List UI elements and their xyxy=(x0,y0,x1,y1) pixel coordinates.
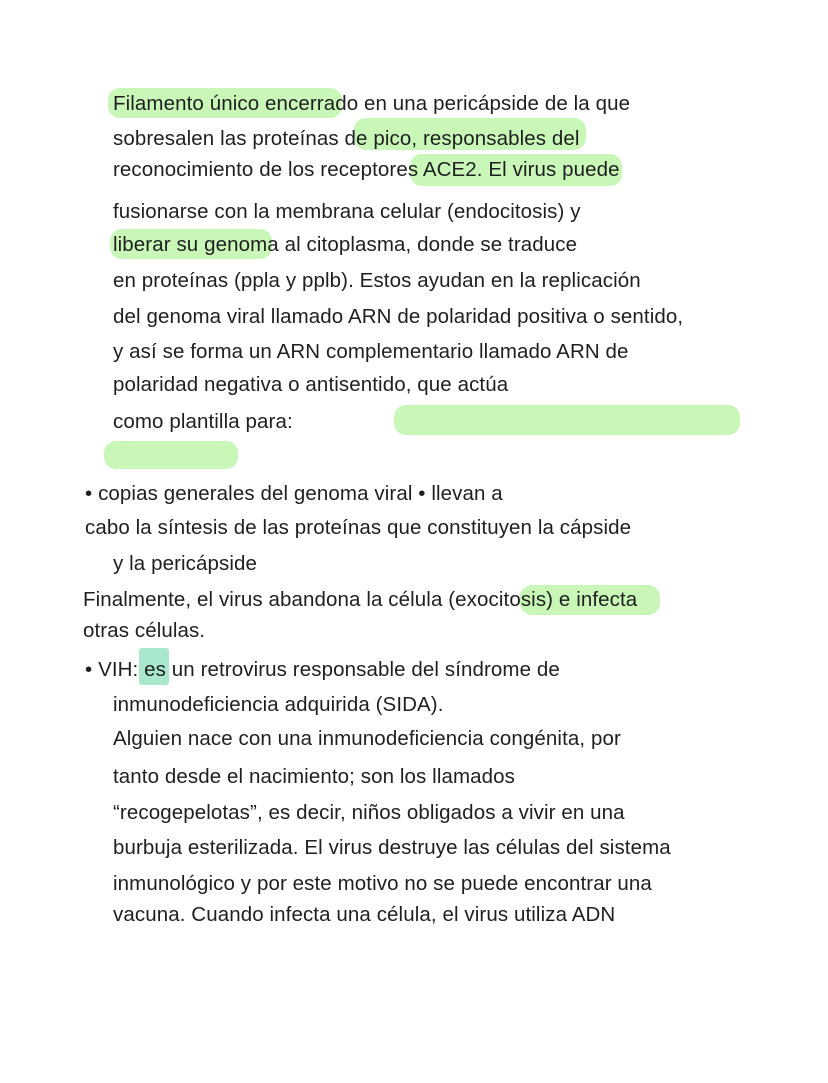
highlight-mark xyxy=(104,441,238,469)
paragraph-line: polaridad negativa o antisentido, que actúa xyxy=(113,373,509,396)
vih-line: Alguien nace con una inmunodeficiencia congénita, por xyxy=(113,727,621,750)
paragraph-line: en proteínas (ppla y pplb). Estos ayudan en la replicación xyxy=(113,269,641,292)
paragraph-line: liberar su genoma al citoplasma, donde se traduce xyxy=(113,233,578,256)
vih-line: tanto desde el nacimiento; son los llamados xyxy=(113,765,516,788)
paragraph-line: sobresalen las proteínas de pico, responsables del xyxy=(113,127,580,150)
paragraph-line: fusionarse con la membrana celular (endocitosis) y xyxy=(113,200,581,223)
bullet-line: cabo la síntesis de las proteínas que constituyen la cápside xyxy=(85,516,632,539)
vih-line: inmunodeficiencia adquirida (SIDA). xyxy=(113,693,444,716)
paragraph-line: como plantilla para: xyxy=(113,410,293,433)
vih-line: burbuja esterilizada. El virus destruye las células del sistema xyxy=(113,836,671,859)
paragraph-line: otras células. xyxy=(83,619,206,642)
vih-line: “recogepelotas”, es decir, niños obligados a vivir en una xyxy=(113,801,625,824)
vih-line: vacuna. Cuando infecta una célula, el virus utiliza ADN xyxy=(113,903,616,926)
paragraph-line: y así se forma un ARN complementario llamado ARN de xyxy=(113,340,629,363)
paragraph-line: reconocimiento de los receptores ACE2. El virus puede xyxy=(113,158,620,181)
bullet-line: y la pericápside xyxy=(113,552,258,575)
vih-line: • VIH: es un retrovirus responsable del síndrome de xyxy=(85,658,560,681)
bullet-line: • copias generales del genoma viral • llevan a xyxy=(85,482,503,505)
vih-line: inmunológico y por este motivo no se puede encontrar una xyxy=(113,872,652,895)
paragraph-line: del genoma viral llamado ARN de polaridad positiva o sentido, xyxy=(113,305,684,328)
highlight-mark xyxy=(394,405,740,435)
paragraph-line: Filamento único encerrado en una pericápside de la que xyxy=(113,92,631,115)
paragraph-line: Finalmente, el virus abandona la célula (exocitosis) e infecta xyxy=(83,588,638,611)
